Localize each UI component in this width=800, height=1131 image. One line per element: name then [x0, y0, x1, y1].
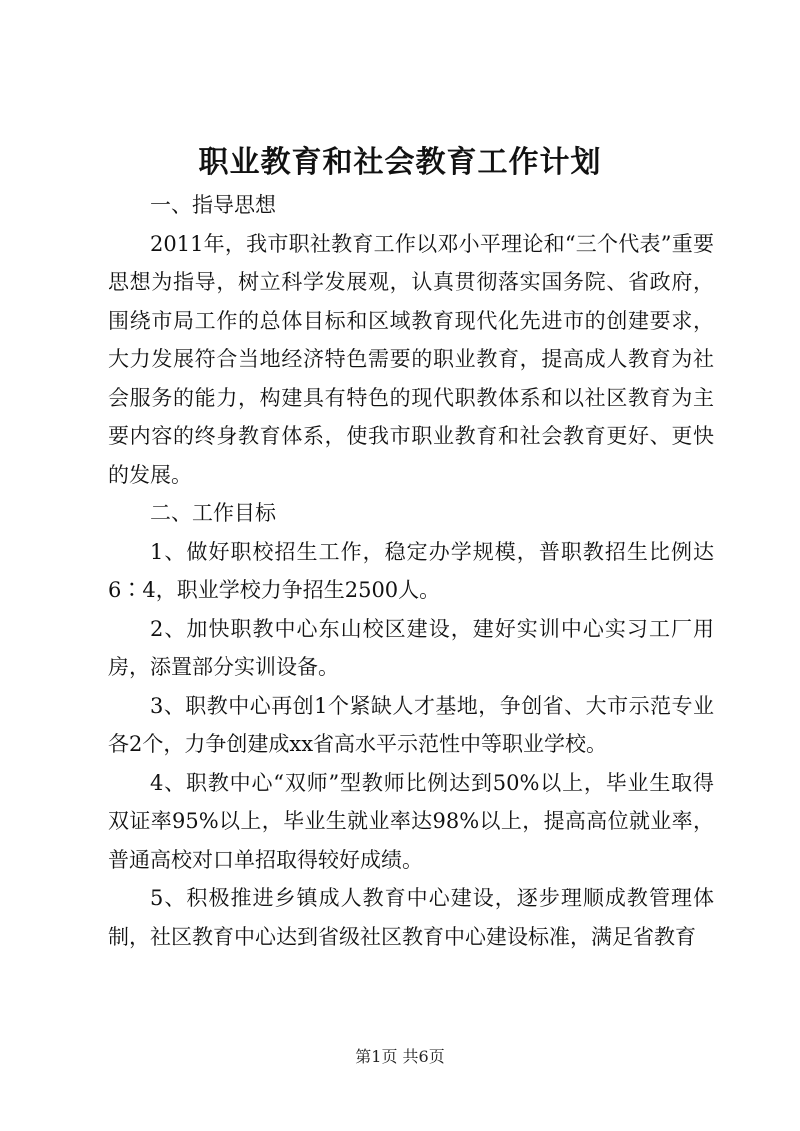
paragraph: 1、做好职校招生工作，稳定办学规模，普职教招生比例达6∶4，职业学校力争招生2500人。 — [108, 539, 714, 602]
section-heading: 一、指导思想 — [150, 193, 276, 217]
document-title: 职业教育和社会教育工作计划 — [198, 145, 602, 180]
page-number-footer: 第1页 共6页 — [355, 1047, 445, 1066]
paragraph: 5、积极推进乡镇成人教育中心建设，逐步理顺成教管理体制，社区教育中心达到省级社区教育中心建设标准，满足省教育 — [108, 886, 714, 949]
paragraph: 2011年，我市职社教育工作以邓小平理论和“三个代表”重要思想为指导，树立科学发展观，认真贯彻落实国务院、省政府，围绕市局工作的总体目标和区域教育现代化先进市的创建要求，大力发展符合当地经济特色需要的职业教育，提高成人教育为社会服务的能力，构建具有特色的现代职教体系和以社区教育为主要内容的终身教育体系，使我市职业教育和社会教育更好、更快的发展。 — [108, 231, 714, 487]
section-heading: 二、工作目标 — [150, 501, 276, 525]
paragraph: 4、职教中心“双师”型教师比例达到50%以上，毕业生取得双证率95%以上，毕业生就业率达98%以上，提高高位就业率，普通高校对口单招取得较好成绩。 — [108, 770, 714, 872]
document-body — [108, 186, 714, 956]
paragraph: 3、职教中心再创1个紧缺人才基地，争创省、大市示范专业各2个，力争创建成xx省高水平示范性中等职业学校。 — [108, 693, 714, 756]
paragraph: 2、加快职教中心东山校区建设，建好实训中心实习工厂用房，添置部分实训设备。 — [108, 616, 714, 679]
